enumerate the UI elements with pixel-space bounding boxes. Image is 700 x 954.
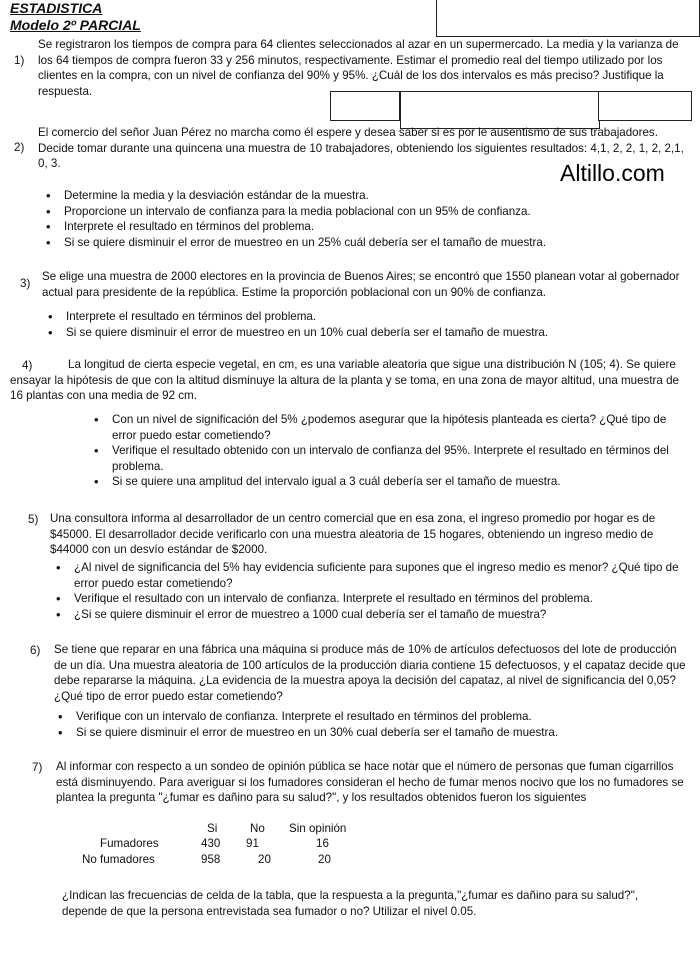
list-item: • Determine la media y la desviación estándar de la muestra. xyxy=(64,188,684,204)
question-4-bullets xyxy=(112,412,684,490)
question-3-number: 3) xyxy=(20,277,31,290)
table-cell: 91 xyxy=(246,837,259,850)
list-item: • Si se quiere una amplitud del intervalo igual a 3 cuál debería ser el tamaño de muestra. xyxy=(112,474,684,490)
question-6-text: Se tiene que reparar en una fábrica una máquina si produce más de 10% de artículos defectuosos del lote de producción de un día. Una muestra aleatoria de 100 artículos de la producción diaria contiene 15 defectuosos, y el capataz decide que debe repararse la máquina. ¿La evidencia de la muestra apoya la decisión del capataz, al nivel de significancia del 0,05? ¿Qué tipo de error puedo estar cometiendo? xyxy=(54,643,686,703)
list-item: • ¿Si se quiere disminuir el error de muestreo a 1000 cual debería ser el tamaño de muestra? xyxy=(74,607,686,623)
table-cell: 16 xyxy=(316,837,329,850)
redaction-box xyxy=(598,91,692,121)
question-4-number: 4) xyxy=(22,359,33,372)
title-exam: Modelo 2º PARCIAL xyxy=(10,17,141,33)
question-1-number: 1) xyxy=(14,54,25,67)
question-1-text: Se registraron los tiempos de compra para 64 clientes seleccionados al azar en un supermercado. La media y la varianza de los 64 tiempos de compra fueron 33 y 256 minutos, respectivamente. Estimar el promedio real del tiempo utilizado por los clientes en la compra, con un nivel de confianza del 90% y 95%. ¿Cuál de los dos intervalos es más preciso? Justifique la respuesta. xyxy=(38,38,679,98)
list-item: • ¿Al nivel de significancia del 5% hay evidencia suficiente para supones que el ingreso medio es menor? ¿Qué tipo de error puedo estar cometiendo? xyxy=(74,560,686,591)
table-header: Si xyxy=(207,822,218,835)
watermark: Altillo.com xyxy=(560,160,665,186)
question-2-number: 2) xyxy=(14,141,25,154)
question-3-bullets xyxy=(66,309,686,340)
question-7-closing: ¿Indican las frecuencias de celda de la tabla, que la respuesta a la pregunta,"¿fumar es dañino para su salud?", depende de que la persona entrevistada sea fumador o no? Utilizar el nivel 0.05. xyxy=(62,889,639,918)
list-item: • Verifique con un intervalo de confianza. Interprete el resultado en términos del problema. xyxy=(76,709,686,725)
question-4-text: La longitud de cierta especie vegetal, en cm, es una variable aleatoria que sigue una distribución N (105; 4). Se quiere ensayar la hipótesis de que con la altitud disminuye la altura de la planta y se toma, en una zona de mayor altitud, una muestra de 16 plantas con una media de 92 cm. xyxy=(10,358,679,403)
question-3-text: Se elige una muestra de 2000 electores en la provincia de Buenos Aires; se encontró que 1550 planean votar al gobernador actual para presidente de la república. Estime la proporción poblacional con un 90% de confianza. xyxy=(42,270,680,299)
header-box xyxy=(436,0,700,37)
redaction-box xyxy=(400,91,600,129)
table-cell: 20 xyxy=(318,853,331,866)
list-item: • Verifique el resultado obtenido con un intervalo de confianza del 95%. Interprete el resultado en términos del problema. xyxy=(112,443,684,474)
question-7-number: 7) xyxy=(32,761,43,774)
table-header: Sin opinión xyxy=(289,822,347,835)
table-cell: 430 xyxy=(201,837,221,850)
list-item: • Si se quiere disminuir el error de muestreo en un 10% cual debería ser el tamaño de muestra. xyxy=(66,325,686,341)
question-2-text: El comercio del señor Juan Pérez no marcha como él espere y desea saber si es por le ausentismo de sus trabajadores. Decide tomar durante una quincena una muestra de 10 trabajadores, obteniendo los siguientes resultados: 4,1, 2, 2, 1, 2, 2,1, 0, 3. xyxy=(38,126,684,171)
question-6-number: 6) xyxy=(30,644,41,657)
list-item: • Interprete el resultado en términos del problema. xyxy=(66,309,686,325)
question-2-bullets xyxy=(64,188,684,250)
table-header: No xyxy=(250,822,265,835)
exam-title xyxy=(10,0,141,34)
list-item: • Interprete el resultado en términos del problema. xyxy=(64,219,684,235)
question-6-bullets xyxy=(76,709,686,740)
table-cell: 20 xyxy=(258,853,271,866)
title-subject: ESTADISTICA xyxy=(10,0,103,16)
redaction-box xyxy=(330,91,400,121)
survey-table xyxy=(0,821,700,871)
list-item: • Proporcione un intervalo de confianza para la media poblacional con un 95% de confianza. xyxy=(64,204,684,220)
list-item: • Si se quiere disminuir el error de muestreo en un 30% cual debería ser el tamaño de muestra. xyxy=(76,725,686,741)
list-item: • Con un nivel de significación del 5% ¿podemos asegurar que la hipótesis planteada es cierta? ¿Qué tipo de error puedo estar cometiendo? xyxy=(112,412,684,443)
list-item: • Verifique el resultado con un intervalo de confianza. Interprete el resultado en términos del problema. xyxy=(74,591,686,607)
list-item: • Si se quiere disminuir el error de muestreo en un 25% cuál debería ser el tamaño de muestra. xyxy=(64,235,684,251)
question-5-number: 5) xyxy=(28,513,39,526)
table-cell: 958 xyxy=(201,853,221,866)
question-5-bullets xyxy=(74,560,686,622)
question-7-text: Al informar con respecto a un sondeo de opinión pública se hace notar que el número de personas que fuman cigarrillos está disminuyendo. Para averiguar si los fumadores consideran el hecho de fumar menos nocivo que los no fumadores se plantea la pregunta "¿fumar es dañino para su salud?", y los resultados obtenidos fueron los siguientes xyxy=(56,760,684,805)
table-row-label: Fumadores xyxy=(100,837,159,850)
question-5-text: Una consultora informa al desarrollador de un centro comercial que en esa zona, el ingreso promedio por hogar es de $45000. El desarrollador decide verificarlo con una muestra aleatoria de 15 hogares, obteniendo un ingreso medio de $44000 con un desvío estándar de $2000. xyxy=(50,512,656,557)
table-row-label: No fumadores xyxy=(82,853,155,866)
